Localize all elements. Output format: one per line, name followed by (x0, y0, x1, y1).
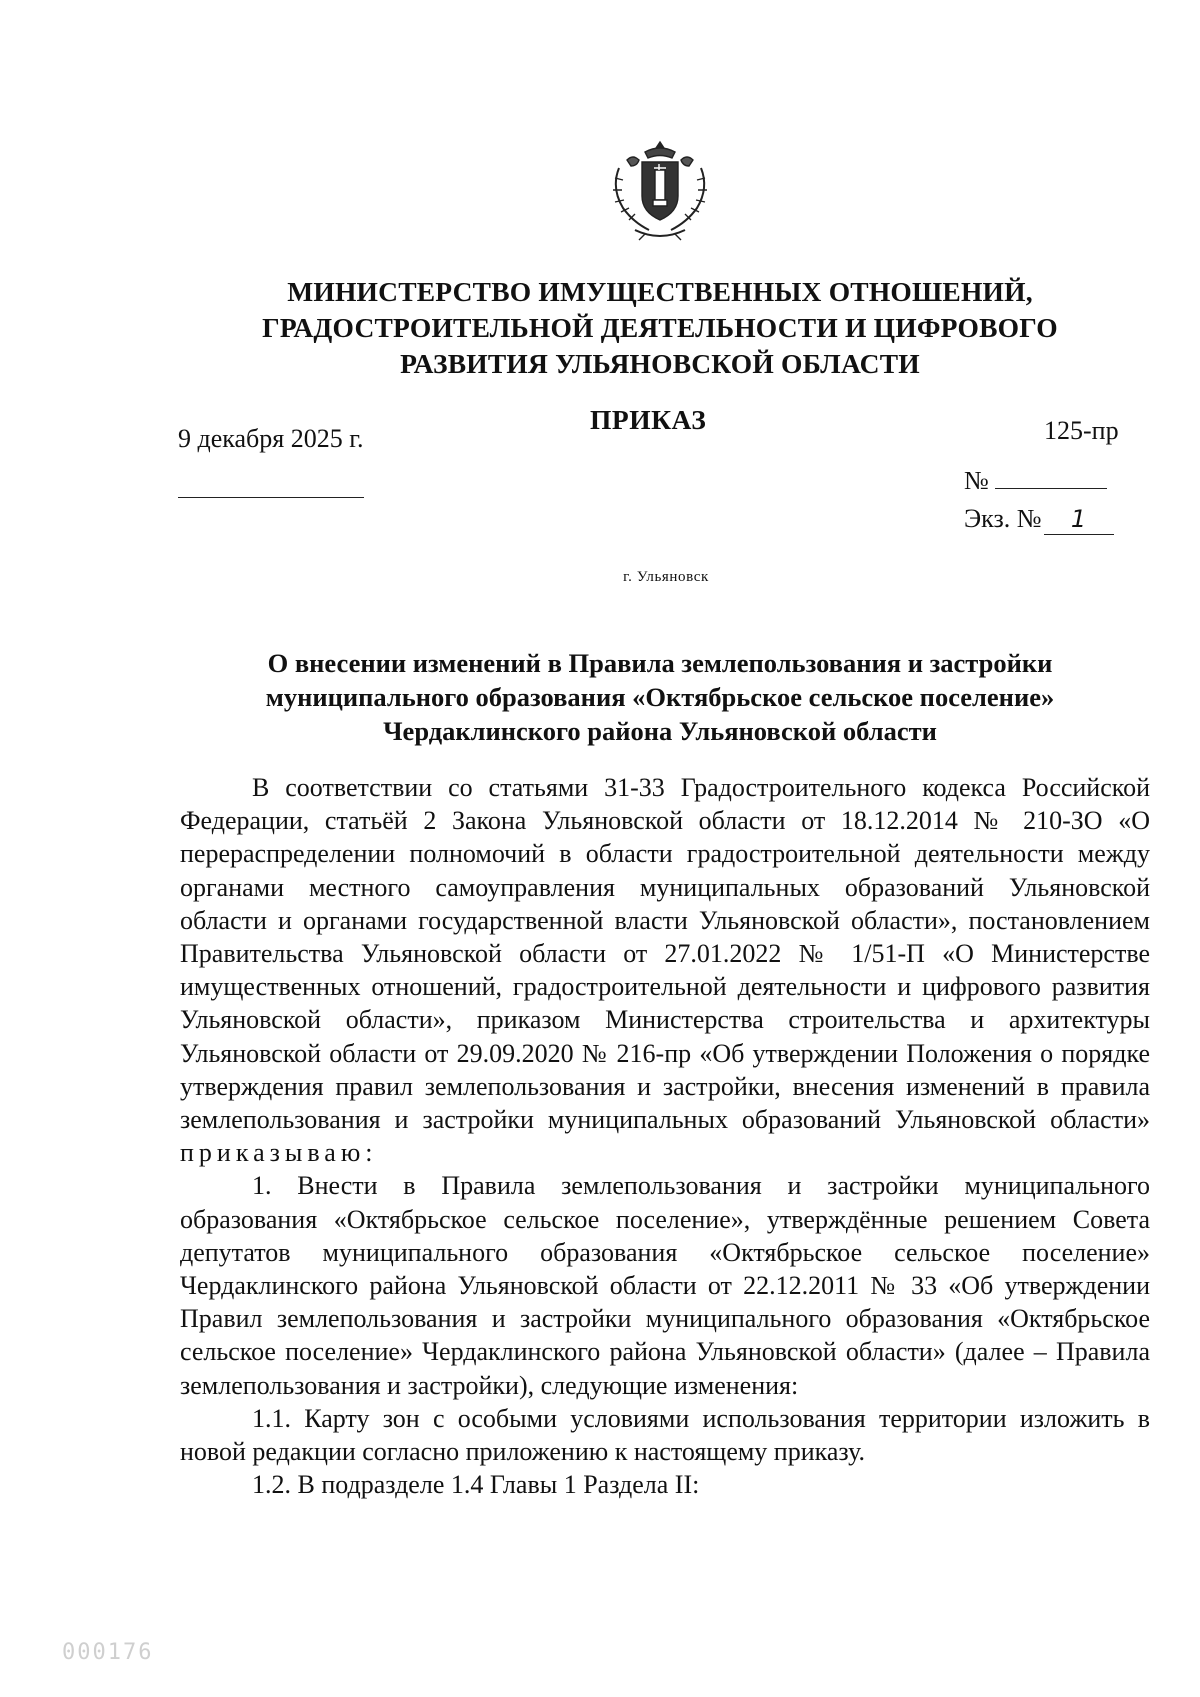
ministry-name (240, 274, 1080, 382)
body-paragraph-item-1: 1. Внести в Правила землепользования и застройки муниципального образования «Октябрьское сельское поселение», утверждённые решением Совета депутатов муниципального образования «Октябрьское сельское поселение» Чердаклинского района Ульяновской области от 22.12.2011 № 33 «Об утверждении Правил землепользования и застройки муниципального образования «Октябрьское сельское поселение» Чердаклинского района Ульяновской области» (далее – Правила землепользования и застройки), следующие изменения: (180, 1171, 1150, 1400)
body-paragraph-item-1-2: 1.2. В подразделе 1.4 Главы 1 Раздела II: (252, 1470, 700, 1500)
document-title-line-1: О внесении изменений в Правила землепользования и застройки (267, 648, 1053, 678)
ministry-name-line-2: ГРАДОСТРОИТЕЛЬНОЙ ДЕЯТЕЛЬНОСТИ И ЦИФРОВОГО (262, 312, 1058, 343)
body-paragraph-item-1-1: 1.1. Карту зон с особыми условиями использования территории изложить в новой редакции согласно приложению к настоящему приказу. (180, 1403, 1150, 1467)
date-underline (178, 497, 364, 498)
copy-number-field (964, 504, 1114, 535)
copy-number-handwritten: 1 (1044, 504, 1114, 535)
document-title-line-3: Чердаклинского района Ульяновской области (383, 716, 937, 746)
coat-of-arms-icon (605, 138, 715, 244)
document-date: 9 декабря 2025 г. (178, 424, 364, 453)
document-number: 125-пр (1044, 416, 1119, 445)
body-paragraph-preamble (180, 771, 1150, 1169)
ministry-name-line-1: МИНИСТЕРСТВО ИМУЩЕСТВЕННЫХ ОТНОШЕНИЙ, (287, 276, 1033, 307)
document-title (240, 646, 1080, 748)
ministry-name-line-3: РАЗВИТИЯ УЛЬЯНОВСКОЙ ОБЛАСТИ (400, 348, 920, 379)
copy-label: Экз. № (964, 504, 1042, 533)
page-stamp: 000176 (62, 1640, 154, 1665)
number-field (964, 466, 1107, 496)
document-title-line-2: муниципального образования «Октябрьское сельское поселение» (265, 682, 1055, 712)
document-type: ПРИКАЗ (590, 404, 707, 435)
city: г. Ульяновск (623, 569, 709, 585)
number-label: № (964, 466, 989, 495)
number-blank-line (995, 466, 1107, 489)
preamble-text: В соответствии со статьями 31-33 Градостроительного кодекса Российской Федерации, статьёй 2 Закона Ульяновской области от 18.12.2014 № 210-ЗО «О перераспределении полномочий в области градостроительной деятельности между органами местного самоуправления муниципальных образований Ульяновской области и органами государственной власти Ульяновской области», постановлением Правительства Ульяновской области от 27.01.2022 № 1/51-П «О Министерстве имущественных отношений, градостроительной деятельности и цифрового развития Ульяновской области», приказом Министерства строительства и архитектуры Ульяновской области от 29.09.2020 № 216-пр «Об утверждении Положения о порядке утверждения правил землепользования и застройки, внесения изменений в правила землепользования и застройки муниципальных образований Ульяновской области» (180, 773, 1150, 1135)
document-body (180, 771, 1150, 1501)
order-verb: приказываю: (180, 1138, 378, 1168)
